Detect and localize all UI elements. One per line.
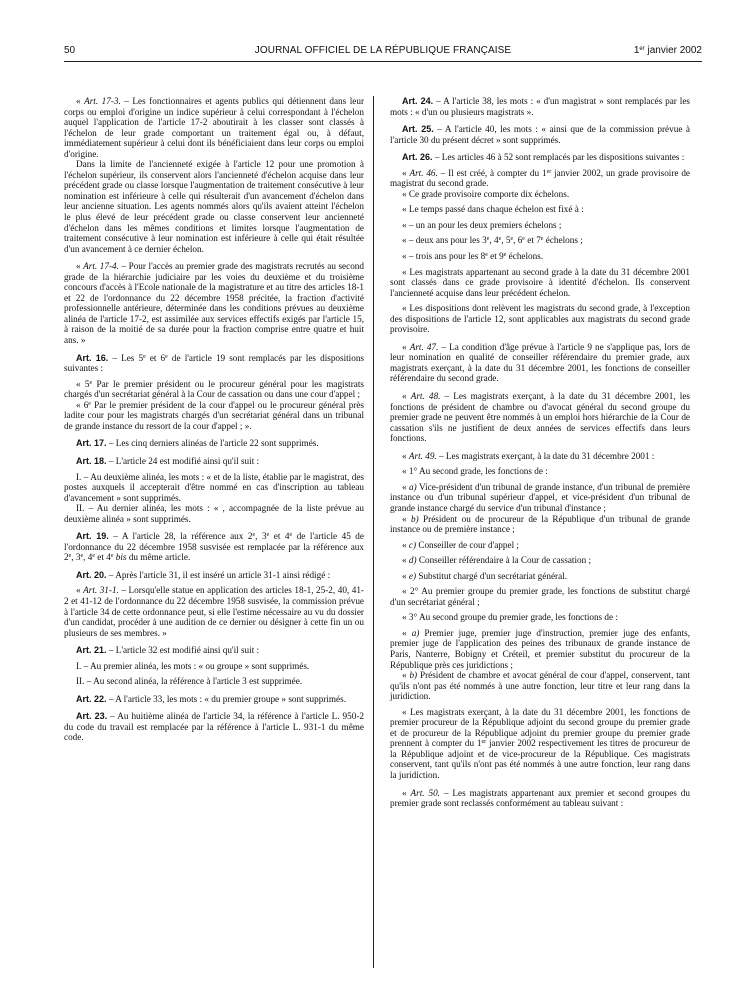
article-46-line-8: « Les dispositions dont relèvent les magistrats du second grade, à l'exception des dispositions de l'article 12, sont applicables aux magistrats du second grade provisoire. bbox=[390, 303, 690, 335]
article-49-item-3a: « a) Premier juge, premier juge d'instruction, premier juge des enfants, premier juge de l'application des peines des tribunaux de grande instance de Paris, Nanterre, Bobigny et Créteil, et premier substitut du procureur de la République près ces juridictions ; bbox=[390, 627, 691, 670]
column-divider bbox=[373, 96, 374, 968]
article-31-1: « Art. 31-1. – Lorsqu'elle statue en application des articles 18-1, 25-2, 40, 41-2 et 41-12 de l'ordonnance du 22 décembre 1958 susvisée, la commission prévue à l'article 34 de cette ordonnance peut, si elle l'estime nécessaire au vu du dossier d'un candidat, procéder à une audition de ce dernier ou désigner à cette fin un ou plusieurs de ses membres. » bbox=[64, 585, 364, 638]
article-23: Art. 23. – Au huitième alinéa de l'article 34, la référence à l'article L. 950-2 du code du travail est remplacée par la référence à l'article L. 931-1 du même code. bbox=[64, 711, 364, 743]
article-19: Art. 19. – A l'article 28, la référence aux 2e, 3e et 4e de l'article 45 de l'ordonnance du 22 décembre 1958 susvisée est remplacée par la référence aux 2e, 3e, 4e et 4e bis du même article. bbox=[64, 531, 364, 563]
article-18: Art. 18. – L'article 24 est modifié ainsi qu'il suit : bbox=[76, 455, 260, 466]
article-49-line-4: « Les magistrats exerçant, à la date du 31 décembre 2001, les fonctions de premier procureur de la République adjoint du second groupe du premier grade et de procureur de la République adjoint du premier groupe du premier grade prennent à compter du 1er janvier 2002 respectivement les titres de procureur de la République adjoint et de vice-procureur de la République. Ces magistrats conservent, tant qu'ils n'ont pas été nommés à une autre fonction, leur rang dans la juridiction. bbox=[390, 706, 690, 780]
article-49: « Art. 49. – Les magistrats exerçant, à la date du 31 décembre 2001 : bbox=[402, 450, 655, 461]
article-49-item-b: « b) Président ou de procureur de la République d'un tribunal de grande instance ou de première instance ; bbox=[390, 513, 690, 535]
paragraph-art-17-3: « Art. 17-3. – Les fonctionnaires et agents publics qui détiennent dans leur corps ou emploi d'origine un indice supérieur à celui correspondant à l'échelon auquel l'application de l'article 17-2 aboutirait à les classer sont classés à l'échelon de leur grade comportant un traitement égal ou, à défaut, immédiatement supérieur à celui dont ils bénéficiaient dans leur corps ou emploi d'origine. bbox=[64, 96, 365, 159]
article-16: Art. 16. – Les 5e et 6e de l'article 19 sont remplacés par les dispositions suivantes : bbox=[64, 352, 365, 374]
article-21-part-1: I. – Au premier alinéa, les mots : « ou groupe » sont supprimés. bbox=[76, 660, 310, 671]
article-22: Art. 22. – A l'article 33, les mots : « du premier groupe » sont supprimés. bbox=[76, 693, 346, 704]
article-46-line-6: « – trois ans pour les 8e et 9e échelons. bbox=[402, 251, 544, 262]
header-rule bbox=[64, 61, 702, 62]
article-16-item-6: « 6e Par le premier président de la cour d'appel ou le procureur général près ladite cour pour les magistrats chargés d'un secrétariat général dans un tribunal de grande instance du ressort de la cour d'appel ; ». bbox=[64, 399, 365, 431]
article-20: Art. 20. – Après l'article 31, il est inséré un article 31-1 ainsi rédigé : bbox=[76, 569, 331, 580]
paragraph-art-17-4: « Art. 17-4. – Pour l'accès au premier grade des magistrats recrutés au second grade de la hiérarchie judiciaire par les voies du deuxième et du troisième concours d'accès à l'Ecole nationale de la magistrature et au titre des articles 18-1 et 22 de l'ordonnance du 22 décembre 1958 précitée, la fraction d'activité professionnelle antérieure, déterminée dans les conditions prévues au deuxième alinéa de l'article 17-2, est assimilée aux services effectifs exigés par l'article 15, à raison de la moitié de sa durée pour la fraction comprise entre quatre et huit ans. » bbox=[64, 261, 364, 346]
right-column bbox=[390, 96, 690, 809]
article-46-line-3: « Le temps passé dans chaque échelon est fixé à : bbox=[402, 204, 584, 215]
article-49-item-3: « 3° Au second groupe du premier grade, les fonctions de : bbox=[402, 612, 618, 623]
article-49-item-d: « d) Conseiller référendaire à la Cour de cassation ; bbox=[402, 555, 592, 566]
article-21-part-2: II. – Au second alinéa, la référence à l'article 3 est supprimée. bbox=[76, 676, 303, 687]
article-48: « Art. 48. – Les magistrats exerçant, à la date du 31 décembre 2001, les fonctions de président de chambre ou d'avocat général du second groupe du premier grade ne peuvent être nommés à un emploi hors hiérarchie de la Cour de cassation s'ils ne justifient de deux années de services effectifs dans leurs fonctions. bbox=[390, 391, 690, 444]
article-18-part-2: II. – Au dernier alinéa, les mots : « , accompagnée de la liste prévue au deuxième alinéa » sont supprimés. bbox=[64, 503, 364, 524]
left-column bbox=[64, 96, 364, 743]
article-49-item-c: « c) Conseiller de cour d'appel ; bbox=[402, 539, 519, 550]
article-46: « Art. 46. – Il est créé, à compter du 1er janvier 2002, un grade provisoire de magistrat du second grade. bbox=[390, 167, 691, 189]
article-49-item-a: « a) Vice-président d'un tribunal de grande instance, d'un tribunal de première instance ou d'un tribunal supérieur d'appel, et vice-président d'un tribunal de grande instance chargé du service d'un tribunal d'instance ; bbox=[390, 481, 690, 513]
paragraph-art-17-3-cont: Dans la limite de l'ancienneté exigée à l'article 12 pour une promotion à l'échelon supérieur, ils conservent alors l'ancienneté d'échelon acquise dans leur précédent grade ou classe lorsque l'augmentation de traitement consécutive à leur nomination est inférieure à celle qui résulterait d'un avancement d'échelon dans leur ancienne situation. Les agents nommés alors qu'ils avaient atteint l'échelon le plus élevé de leur précédent grade ou classe conservent leur ancienneté d'échelon dans les mêmes conditions et limites lorsque l'augmentation de traitement consécutive à leur nomination est inférieure à celle qui était résultée d'un avancement à ce dernier échelon. bbox=[64, 159, 364, 254]
article-49-item-2: « 2° Au premier groupe du premier grade, les fonctions de substitut chargé d'un secrétariat général ; bbox=[390, 586, 690, 607]
article-46-line-5: « – deux ans pour les 3e, 4e, 5e, 6e et 7e échelons ; bbox=[402, 235, 583, 246]
issue-date: 1er janvier 2002 bbox=[633, 45, 702, 56]
article-18-part-1: I. – Au deuxième alinéa, les mots : « et de la liste, établie par le magistrat, des postes auxquels il accepterait d'être nommé en cas d'inscription au tableau d'avancement » sont supprimés. bbox=[64, 471, 364, 503]
article-21: Art. 21. – L'article 32 est modifié ainsi qu'il suit : bbox=[76, 645, 260, 656]
article-49-item-1: « 1° Au second grade, les fonctions de : bbox=[402, 466, 548, 477]
article-16-item-5: « 5e Par le premier président ou le procureur général pour les magistrats chargés d'un secrétariat général à la Cour de cassation ou dans une cour d'appel ; bbox=[64, 378, 365, 400]
article-49-item-e: « e) Substitut chargé d'un secrétariat général. bbox=[402, 570, 568, 581]
article-50: « Art. 50. – Les magistrats appartenant aux premier et second groupes du premier grade sont reclassés conformément au tableau suivant : bbox=[390, 787, 690, 809]
journal-title: JOURNAL OFFICIEL DE LA RÉPUBLIQUE FRANÇAISE bbox=[254, 45, 512, 56]
article-46-line-4: « – un an pour les deux premiers échelons ; bbox=[402, 219, 562, 230]
article-46-line-2: « Ce grade provisoire comporte dix échelons. bbox=[402, 188, 570, 199]
article-47: « Art. 47. – La condition d'âge prévue à l'article 9 ne s'applique pas, lors de leur nomination en qualité de conseiller référendaire du premier grade, aux magistrats exerçant, à la date du 31 décembre 2001, les fonctions de conseiller référendaire du second grade. bbox=[390, 341, 690, 384]
article-17: Art. 17. – Les cinq derniers alinéas de l'article 22 sont supprimés. bbox=[76, 438, 319, 449]
article-24: Art. 24. – A l'article 38, les mots : « d'un magistrat » sont remplacés par les mots : « d'un ou plusieurs magistrats ». bbox=[390, 96, 690, 117]
article-26: Art. 26. – Les articles 46 à 52 sont remplacés par les dispositions suivantes : bbox=[402, 152, 685, 163]
article-25: Art. 25. – A l'article 40, les mots : « ainsi que de la commission prévue à l'article 30 du présent décret » sont supprimés. bbox=[390, 124, 690, 145]
article-46-line-7: « Les magistrats appartenant au second grade à la date du 31 décembre 2001 sont classés dans ce grade provisoire à identité d'échelon. Ils conservent l'ancienneté acquise dans leur précédent échelon. bbox=[390, 266, 690, 298]
page-number: 50 bbox=[64, 45, 76, 56]
page-header bbox=[64, 45, 702, 59]
article-49-item-3b: « b) Président de chambre et avocat général de cour d'appel, conservent, tant qu'ils n'ont pas été nommés à une autre fonction, leur titre et leur rang dans la juridiction. bbox=[390, 670, 690, 702]
